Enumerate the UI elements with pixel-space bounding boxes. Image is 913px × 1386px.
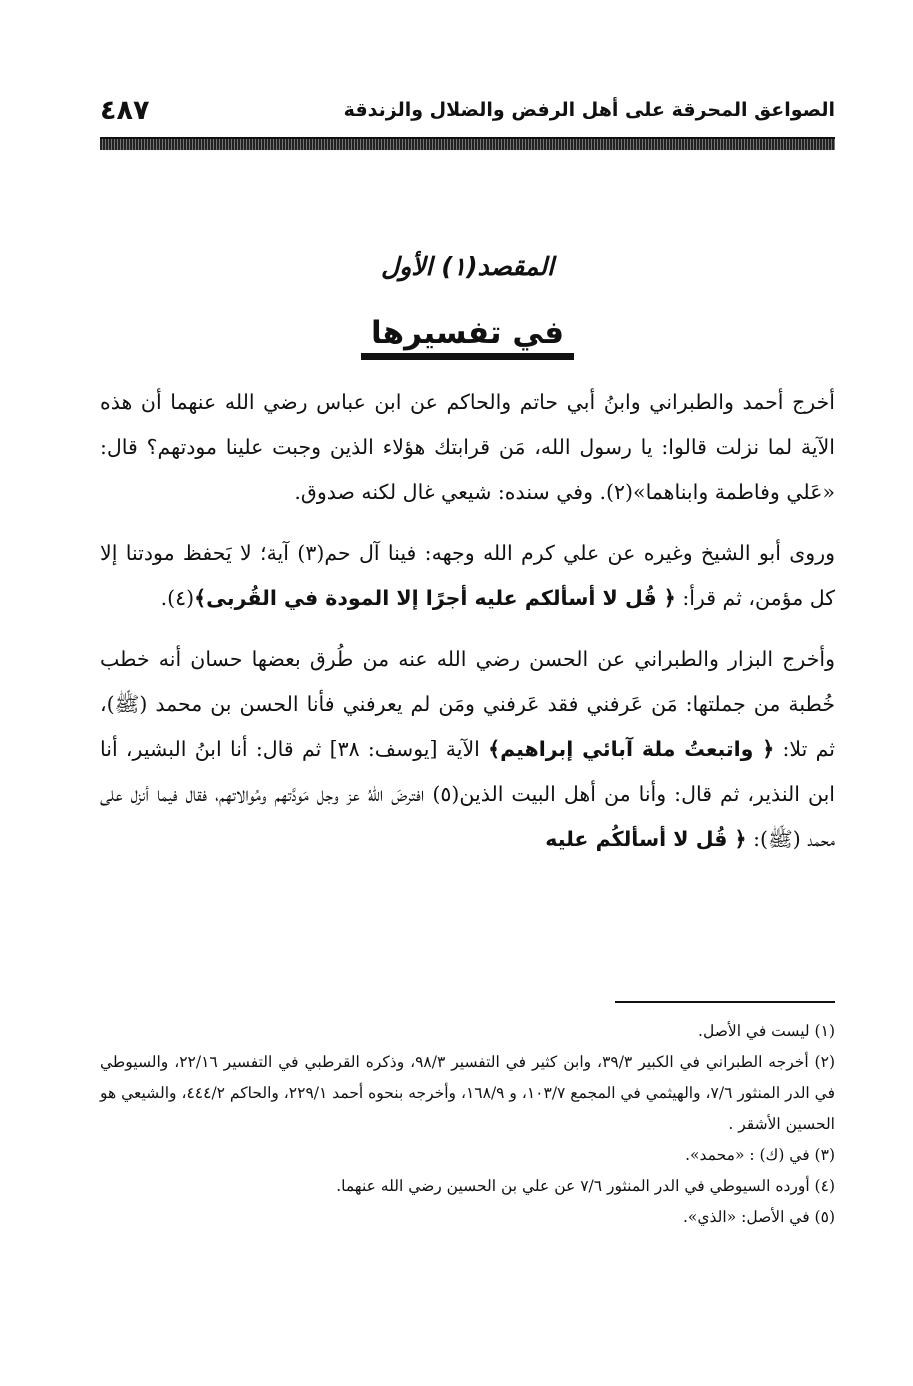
header-rule [100, 137, 835, 150]
footnotes [100, 1016, 835, 1233]
footnote-4: (٤) أورده السيوطي في الدر المنثور ٧/٦ عن علي بن الحسين رضي الله عنهما. [336, 1177, 835, 1195]
subtitle-text: في تفسيرها [361, 315, 574, 360]
section-heading: المقصد(١) الأول [381, 252, 554, 281]
quran-quote: ﴿ قُل لا أسألكُم عليه [545, 827, 747, 851]
footnote-1: (١) ليست في الأصل. [698, 1022, 835, 1040]
page-number: ٤٨٧ [100, 94, 150, 126]
paragraph-3-middle: الآية [يوسف: ٣٨] ثم قال: أنا ابنُ البشير، أنا ابن النذير، ثم قال: وأنا من أهل البيت الذين(٥) افترضَ اللهُ عز وجل مَودَّتهم ومُوالاتهم، فقال فيما أنزل على محمد (ﷺ): [100, 737, 835, 851]
paragraph-2-text: وروى أبو الشيخ وغيره عن علي كرم الله وجهه: فينا آل حم(٣) آية؛ لا يَحفظ مودتنا إلا كل مؤمن، ثم قرأ: [100, 541, 836, 610]
paragraph-3 [100, 637, 835, 862]
paragraph-2-end: (٤). [160, 586, 195, 610]
subtitle-heading [100, 315, 835, 351]
paragraph-1: أخرج أحمد والطبراني وابنُ أبي حاتم والحاكم عن ابن عباس رضي الله عنهما أن هذه الآية لما نزلت قالوا: يا رسول الله، مَن قرابتك هؤلاء الذين وجبت علينا مودتهم؟ قال: «عَلي وفاطمة وابناهما»(٢). وفي سنده: شيعي غال لكنه صدوق. [100, 390, 835, 504]
footnote-2: (٢) أخرجه الطبراني في الكبير ٣٩/٣، وابن كثير في التفسير ٩٨/٣، وذكره القرطبي في التفسير ٢٢/١٦، والسيوطي في الدر المنثور ٧/٦، والهيثمي في المجمع ١٠٣/٧، و ١٦٨/٩، وأخرجه بنحوه أحمد ٢٢٩/١، والحاكم ٤٤٤/٢، والشيعي هو الحسين الأشقر . [100, 1053, 835, 1133]
quran-quote: ﴿ قُل لا أسألكم عليه أجرًا إلا المودة في القُربى﴾ [194, 586, 676, 610]
footnote-3: (٣) في (ك) : «محمد». [685, 1146, 835, 1164]
paragraph-2 [100, 531, 835, 621]
footnote-divider [615, 1001, 835, 1003]
paragraph-3-text: وأخرج البزار والطبراني عن الحسن رضي الله عنه من طُرق بعضها حسان أنه خطب خُطبة من جملتها: مَن عَرفني فقد عَرفني ومَن لم يعرفني فأنا الحسن بن محمد (ﷺ)، ثم تلا: [100, 647, 835, 761]
footnote-5: (٥) في الأصل: «الذي». [682, 1208, 835, 1226]
page-header [100, 92, 835, 128]
body-text [100, 380, 835, 878]
quran-quote: ﴿ واتبعتُ ملة آبائي إبراهيم﴾ [488, 737, 775, 761]
running-title: الصواعق المحرقة على أهل الرفض والضلال والزندقة [343, 99, 835, 121]
